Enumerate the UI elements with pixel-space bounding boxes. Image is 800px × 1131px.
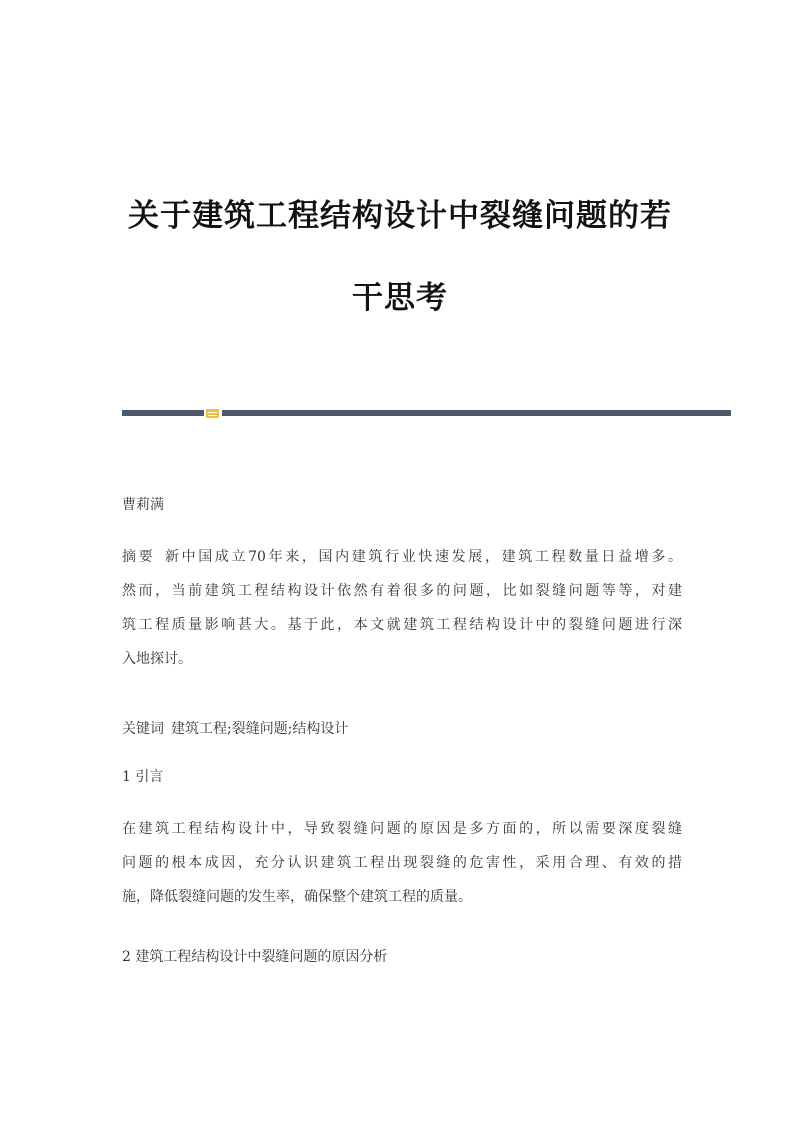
paragraph-line-1: 在建筑工程结构设计中，导致裂缝问题的原因是多方面的，所以需要深度裂缝	[122, 821, 682, 837]
abstract-line-4: 入地探讨。	[122, 651, 192, 667]
document-title-line-2: 干思考	[352, 280, 448, 316]
section-2-heading: 2 建筑工程结构设计中裂缝问题的原因分析	[122, 949, 388, 965]
divider-right-segment	[222, 410, 731, 416]
abstract-line-3: 筑工程质量影响甚大。基于此，本文就建筑工程结构设计中的裂缝问题进行深	[122, 617, 682, 633]
title-divider	[122, 409, 731, 418]
abstract-label: 摘要	[122, 549, 156, 565]
keywords	[122, 718, 682, 738]
paragraph-line-2: 问题的根本成因，充分认识建筑工程出现裂缝的危害性，采用合理、有效的措	[122, 855, 682, 871]
keywords-value: 建筑工程;裂缝问题;结构设计	[171, 721, 349, 737]
document-icon	[206, 409, 219, 418]
section-1-paragraph	[122, 812, 682, 914]
abstract-line-1	[122, 540, 682, 574]
keywords-label: 关键词	[122, 721, 164, 737]
section-1-heading: 1 引言	[122, 769, 164, 785]
abstract-text-1: 新中国成立70年来，国内建筑行业快速发展，建筑工程数量日益增多。	[162, 549, 682, 565]
divider-left-segment	[122, 410, 204, 416]
abstract	[122, 540, 682, 676]
author-name: 曹莉满	[122, 497, 164, 513]
document-title-line-1: 关于建筑工程结构设计中裂缝问题的若	[128, 198, 672, 234]
abstract-line-2: 然而，当前建筑工程结构设计依然有着很多的问题，比如裂缝问题等等，对建	[122, 583, 682, 599]
paragraph-line-3: 施，降低裂缝问题的发生率，确保整个建筑工程的质量。	[122, 889, 472, 905]
